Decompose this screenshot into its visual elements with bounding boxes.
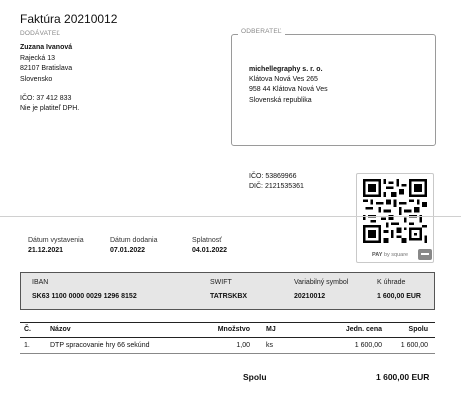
buyer-country: Slovenská republika (249, 96, 312, 104)
items-rule-bottom (20, 353, 435, 354)
supplier-country: Slovensko (20, 75, 53, 83)
items-rule-top (20, 322, 435, 323)
grand-total-label: Spolu (243, 372, 267, 382)
iban-label: IBAN (32, 279, 49, 286)
items-rule-mid (20, 337, 435, 338)
due-date-label: Splatnosť (192, 237, 222, 244)
payment-details-box (20, 272, 435, 310)
issue-date-value: 21.12.2021 (28, 247, 64, 254)
supplier-street: Rajecká 13 (20, 54, 56, 62)
buyer-name: michellegraphy s. r. o. (249, 66, 323, 73)
section-divider (0, 216, 461, 217)
swift-value: TATRSKBX (210, 293, 248, 300)
pay-by-square-caption: PAY by square (372, 252, 409, 258)
item-row-unit-price: 1 600,00 (354, 342, 382, 349)
iban-value: SK63 1100 0000 0029 1296 8152 (32, 293, 137, 300)
item-row-unit: ks (266, 342, 273, 349)
buyer-label: ODBERATEĽ (238, 28, 285, 35)
invoice-title: Faktúra 20210012 (20, 12, 118, 26)
items-header-unit-price: Jedn. cena (345, 326, 382, 333)
items-header-total: Spolu (408, 326, 428, 333)
supplier-address (20, 43, 72, 85)
variable-symbol-value: 20210012 (294, 293, 326, 300)
supplier-city: 82107 Bratislava (20, 65, 73, 73)
payment-qr-code (363, 179, 427, 243)
items-header-unit: MJ (266, 326, 276, 333)
delivery-date-value: 07.01.2022 (110, 247, 146, 254)
buyer-ids (249, 172, 304, 193)
items-header-name: Názov (50, 326, 71, 333)
issue-date (28, 236, 84, 256)
item-row-no: 1. (24, 342, 30, 349)
item-row-qty: 1,00 (236, 342, 250, 349)
buyer-street: Klátova Nová Ves 265 (249, 76, 318, 84)
buyer-city: 958 44 Klátova Nová Ves (249, 86, 328, 94)
due-date-value: 04.01.2022 (192, 247, 228, 254)
pay-by-square-icon (418, 249, 432, 260)
amount-due-label: K úhrade (377, 279, 406, 286)
grand-total-value: 1 600,00 EUR (376, 372, 430, 382)
delivery-date-label: Dátum dodania (110, 237, 158, 244)
supplier-name: Zuzana Ivanová (20, 44, 73, 51)
items-header-no: Č. (24, 326, 31, 333)
item-row-name: DTP spracovanie hry 66 sekúnd (50, 342, 150, 349)
item-row-total: 1 600,00 (400, 342, 428, 349)
buyer-dic: DIČ: 2121535361 (249, 183, 304, 191)
supplier-ids (20, 94, 79, 114)
variable-symbol-label: Variabilný symbol (294, 279, 349, 286)
supplier-ico: IČO: 37 412 833 (20, 95, 72, 102)
supplier-vat-note: Nie je platiteľ DPH. (20, 105, 80, 112)
buyer-ico: IČO: 53869966 (249, 173, 297, 180)
items-header-qty: Množstvo (217, 326, 250, 333)
supplier-label: DODÁVATEĽ (20, 30, 61, 37)
issue-date-label: Dátum vystavenia (28, 237, 84, 244)
delivery-date (110, 236, 157, 256)
swift-label: SWIFT (210, 279, 232, 286)
due-date (192, 236, 227, 256)
amount-due-value: 1 600,00 EUR (377, 293, 421, 300)
buyer-address (249, 65, 328, 106)
